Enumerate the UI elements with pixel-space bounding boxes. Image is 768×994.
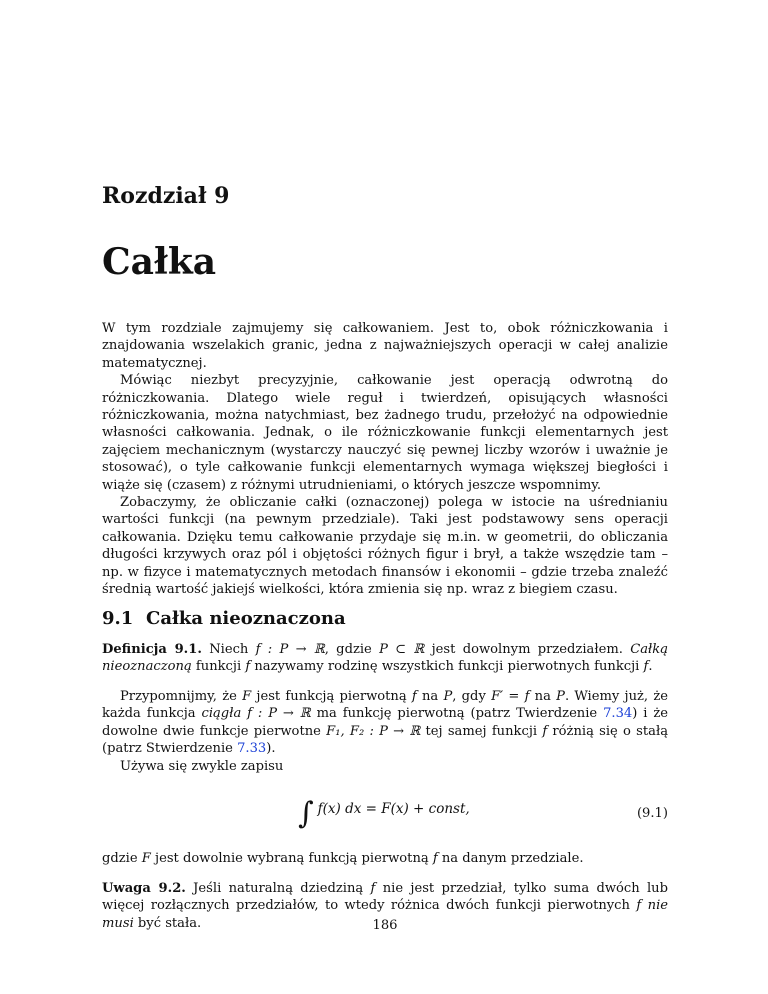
math-inline: f : P → ℝ <box>247 706 311 722</box>
math-inline: F′ = f <box>491 689 530 704</box>
math-inline: P ⊂ ℝ <box>379 642 425 657</box>
intro-paragraph-1: W tym rozdziale zajmujemy się całkowaniem. Jest to, obok różniczkowania i znajdowania wszelakich granic, jedna z najważniejszych operacji w całej analizie matematycznej. <box>102 321 668 371</box>
definition-text: nazywamy rodzinę wszystkich funkcji pierwotnych funkcji <box>250 659 644 675</box>
text: różnią się o stałą (patrz Stwierdzenie <box>102 723 668 757</box>
text: gdzie <box>102 851 142 866</box>
definition <box>102 641 668 676</box>
text: na <box>529 689 557 704</box>
math-inline: F₁, F₂ : P → ℝ <box>326 723 421 739</box>
definition-text: funkcji <box>191 659 246 675</box>
definition-text: , gdzie <box>324 642 380 657</box>
intro-text <box>102 320 668 599</box>
proposition-reference-link[interactable]: 7.33 <box>237 741 267 757</box>
recall-block <box>102 688 668 775</box>
equation-9-1 <box>102 790 668 834</box>
definition-text: . <box>648 659 653 675</box>
after-equation-text <box>102 850 668 867</box>
text: tej samej funkcji <box>420 723 543 739</box>
text: nie jest przedział, tylko suma dwóch lub więcej rozłącznych przedziałów, to wtedy różnica dwóch funkcji pierwotnych <box>102 881 668 914</box>
text: , gdy <box>452 689 492 704</box>
text: jest funkcją pierwotną <box>251 689 412 704</box>
text: jest dowolnie wybraną funkcją pierwotną <box>150 851 433 866</box>
text: na danym przedziale. <box>437 851 584 866</box>
text: Przypomnijmy, że <box>120 689 243 704</box>
definition-label: Definicja 9.1. <box>102 642 202 657</box>
theorem-reference-link[interactable]: 7.34 <box>603 706 633 722</box>
section-number: 9.1 <box>102 608 134 629</box>
text: być stała. <box>133 915 202 931</box>
text: ma funkcję pierwotną (patrz Twierdzenie <box>310 706 604 722</box>
usage-line: Używa się zwykle zapisu <box>120 758 284 774</box>
math-inline: f <box>370 881 376 896</box>
definition-text: jest dowolnym przedziałem. <box>424 642 631 657</box>
emphasis: ciągła <box>201 706 242 722</box>
text: ) i że dowolne dwie funkcje pierwotne <box>102 706 668 739</box>
math-inline: f <box>636 898 642 914</box>
math-inline: f <box>245 659 251 675</box>
text: Jeśli naturalną dziedziną <box>185 881 371 896</box>
emphasis: nie musi <box>102 898 669 931</box>
integral-sign: ∫ <box>298 796 314 831</box>
text: ). <box>266 741 276 757</box>
math-inline: P <box>443 689 453 704</box>
equation-formula <box>298 796 470 831</box>
equation-number: (9.1) <box>636 806 668 821</box>
remark-label: Uwaga 9.2. <box>102 881 186 896</box>
page-number: 186 <box>372 918 398 933</box>
math-inline: F <box>141 851 151 866</box>
defined-term: Całką nieoznaczoną <box>102 642 668 675</box>
math-inline: f : P → ℝ <box>255 642 325 657</box>
intro-paragraph-2: Mówiąc niezbyt precyzyjnie, całkowanie jest operacją odwrotną do różniczkowania. Dlatego wiele reguł i twierdzeń, opisujących własności różniczkowania, można natychmiast, bez żadnego trudu, przełożyć na odpowiednie własności całkowania. Jednak, o ile różniczkowanie funkcji elementarnych jest zajęciem mechanicznym (wystarczy nauczyć się pewnej liczby wzorów i uważnie je stosować), o tyle całkowanie funkcji elementarnych wymaga większej biegłości i wiąże się (czasem) z różnymi utrudnieniami, o których jeszcze wspomnimy. <box>102 373 668 493</box>
section-title: Całka nieoznaczona <box>146 608 346 629</box>
chapter-title: Całka <box>102 241 217 283</box>
chapter-label: Rozdział 9 <box>102 183 230 209</box>
math-inline: P <box>556 689 565 704</box>
math-inline: f <box>411 689 417 704</box>
recall-paragraph <box>102 688 668 758</box>
text: na <box>416 689 444 704</box>
section-heading <box>102 608 346 629</box>
math-inline: F <box>242 689 252 704</box>
equation-body: f(x) dx = F(x) + const, <box>317 801 470 817</box>
math-inline: f <box>432 851 438 866</box>
math-inline: f <box>643 659 649 675</box>
text: . Wiemy już, że każda funkcja <box>102 689 668 722</box>
intro-paragraph-3: Zobaczymy, że obliczanie całki (oznaczonej) polega w istocie na uśrednianiu wartości funkcji (na pewnym przedziale). Taki jest podstawowy sens operacji całkowania. Dzięku temu całkowanie przydaje się m.in. w geometrii, do obliczania długości krzywych oraz pól i objętości różnych figur i brył, a także wszędzie tam – np. w fizyce i matematycznych metodach finansów i ekonomii – gdzie trzeba znaleźć średnią wartość jakiejś wielkości, która zmienia się np. wraz z biegiem czasu. <box>102 495 668 598</box>
definition-text: Niech <box>201 642 256 657</box>
math-inline: f <box>542 723 548 739</box>
